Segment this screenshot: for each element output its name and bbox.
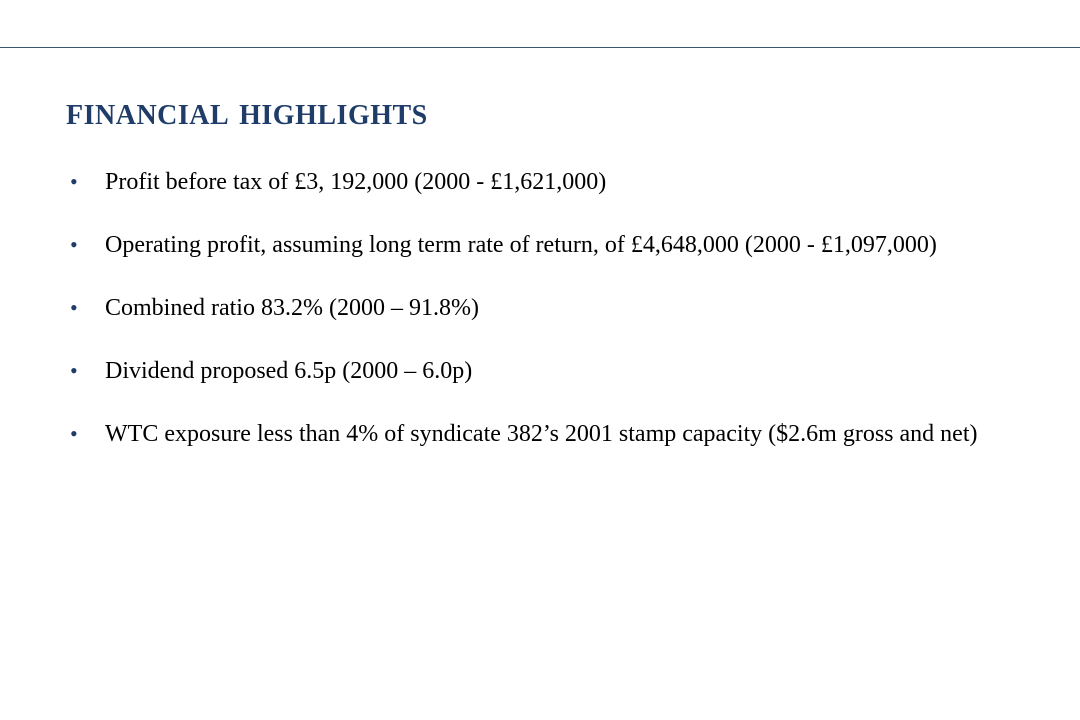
list-item [66,416,1021,452]
bullet-icon: • [70,295,78,320]
slide-title: FINANCIAL HIGHLIGHTS [66,100,428,131]
bullet-icon: • [70,358,78,383]
list-item [66,227,1021,263]
list-item [66,164,1021,200]
bullet-text: Dividend proposed 6.5p (2000 – 6.0p) [105,358,473,384]
bullet-icon: • [70,169,78,194]
bullet-icon: • [70,421,78,446]
highlights-list [66,164,1021,479]
list-item [66,290,1021,326]
top-divider-line [0,47,1080,48]
bullet-icon: • [70,232,78,257]
bullet-text: Combined ratio 83.2% (2000 – 91.8%) [105,295,479,321]
list-item [66,353,1021,389]
bullet-text: Profit before tax of £3, 192,000 (2000 - £1,621,000) [105,169,607,195]
bullet-text: Operating profit, assuming long term rate of return, of £4,648,000 (2000 - £1,097,000) [105,232,937,258]
bullet-text: WTC exposure less than 4% of syndicate 382’s 2001 stamp capacity ($2.6m gross and net) [105,421,978,447]
